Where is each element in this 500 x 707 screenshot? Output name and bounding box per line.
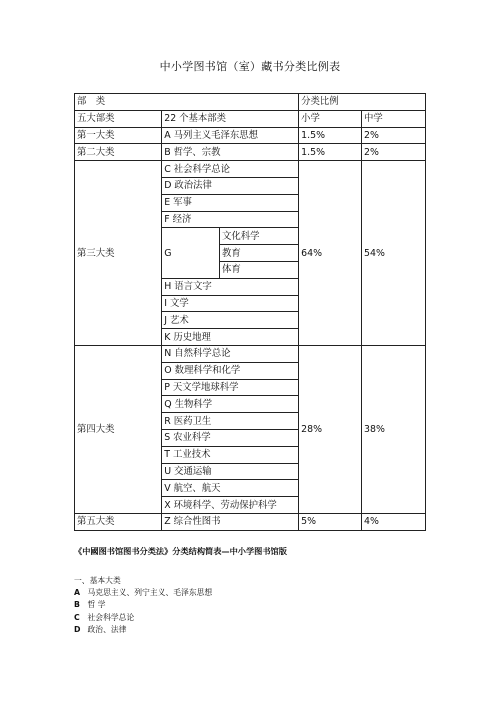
group4-category: 第四大类 xyxy=(75,345,162,513)
list-item xyxy=(74,612,212,624)
list-item xyxy=(74,624,212,636)
group3-g-subitem: 文化科学 xyxy=(220,228,299,245)
group4-item: N 自然科学总论 xyxy=(162,345,299,362)
row-middle-ratio: 2% xyxy=(362,144,426,161)
row-middle-ratio: 4% xyxy=(362,513,426,530)
outline-code: C xyxy=(74,612,80,622)
group3-item: E 军事 xyxy=(162,194,299,211)
header-division: 部 类 xyxy=(75,94,299,111)
basic-classes-outline xyxy=(74,575,212,636)
group3-primary-ratio: 64% xyxy=(299,161,362,346)
row-item: A 马列主义毛泽东思想 xyxy=(162,127,299,144)
table-header-row xyxy=(75,94,426,111)
group3-category: 第三大类 xyxy=(75,161,162,346)
row-primary-ratio: 5% xyxy=(299,513,362,530)
group3-item: D 政治法律 xyxy=(162,177,299,194)
group4-item: O 数理科学和化学 xyxy=(162,362,299,379)
list-item xyxy=(74,599,212,611)
outline-text: 社会科学总论 xyxy=(87,612,135,622)
row-category: 第二大类 xyxy=(75,144,162,161)
group4-primary-ratio: 28% xyxy=(299,345,362,513)
group3-item: H 语言文字 xyxy=(162,278,299,295)
group3-g-subitem: 教育 xyxy=(220,245,299,262)
row-category: 第一大类 xyxy=(75,127,162,144)
classification-subtitle: 《中國图书馆图书分类法》分类结构简表—中小学图书馆版 xyxy=(74,546,287,556)
group3-item: I 文学 xyxy=(162,295,299,312)
row-item: Z 综合性图书 xyxy=(162,513,299,530)
group4-item: R 医药卫生 xyxy=(162,413,299,430)
outline-code: B xyxy=(74,600,80,610)
group4-item: S 农业科学 xyxy=(162,429,299,446)
group4-item: Q 生物科学 xyxy=(162,396,299,413)
outline-heading: 一、基本大类 xyxy=(74,576,121,585)
list-item xyxy=(74,587,212,599)
outline-text: 马克思主义、列宁主义、毛泽东思想 xyxy=(87,588,213,598)
outline-code: A xyxy=(74,588,81,598)
page-title: 中小学图书馆（室）藏书分类比例表 xyxy=(159,60,341,73)
group4-middle-ratio: 38% xyxy=(362,345,426,513)
outline-text: 哲 学 xyxy=(87,600,106,610)
subheader-primary: 小学 xyxy=(299,110,362,127)
table-row xyxy=(75,161,426,178)
group4-item: T 工业技术 xyxy=(162,446,299,463)
group4-item: P 天文学地球科学 xyxy=(162,379,299,396)
group3-middle-ratio: 54% xyxy=(362,161,426,346)
outline-code: D xyxy=(74,624,81,634)
table-row xyxy=(75,513,426,530)
group3-item: J 艺术 xyxy=(162,312,299,329)
table-row xyxy=(75,345,426,362)
outline-text: 政治、法律 xyxy=(87,624,127,634)
group3-g-label: G xyxy=(162,228,220,278)
group3-item: F 经济 xyxy=(162,211,299,228)
row-category: 第五大类 xyxy=(75,513,162,530)
table-row xyxy=(75,144,426,161)
row-primary-ratio: 1.5% xyxy=(299,144,362,161)
subheader-22-classes: 22 个基本部类 xyxy=(162,110,299,127)
row-item: B 哲学、宗教 xyxy=(162,144,299,161)
subheader-five-divisions: 五大部类 xyxy=(75,110,162,127)
group3-item: C 社会科学总论 xyxy=(162,161,299,178)
row-middle-ratio: 2% xyxy=(362,127,426,144)
group4-item: V 航空、航天 xyxy=(162,480,299,497)
table-row xyxy=(75,127,426,144)
group3-g-subitem: 体育 xyxy=(220,261,299,278)
header-ratio: 分类比例 xyxy=(299,94,426,111)
group4-item: U 交通运输 xyxy=(162,463,299,480)
subheader-middle: 中学 xyxy=(362,110,426,127)
classification-table xyxy=(74,93,426,531)
row-primary-ratio: 1.5% xyxy=(299,127,362,144)
group3-item: K 历史地理 xyxy=(162,329,299,346)
table-subheader-row xyxy=(75,110,426,127)
group4-item: X 环境科学、劳动保护科学 xyxy=(162,497,299,514)
